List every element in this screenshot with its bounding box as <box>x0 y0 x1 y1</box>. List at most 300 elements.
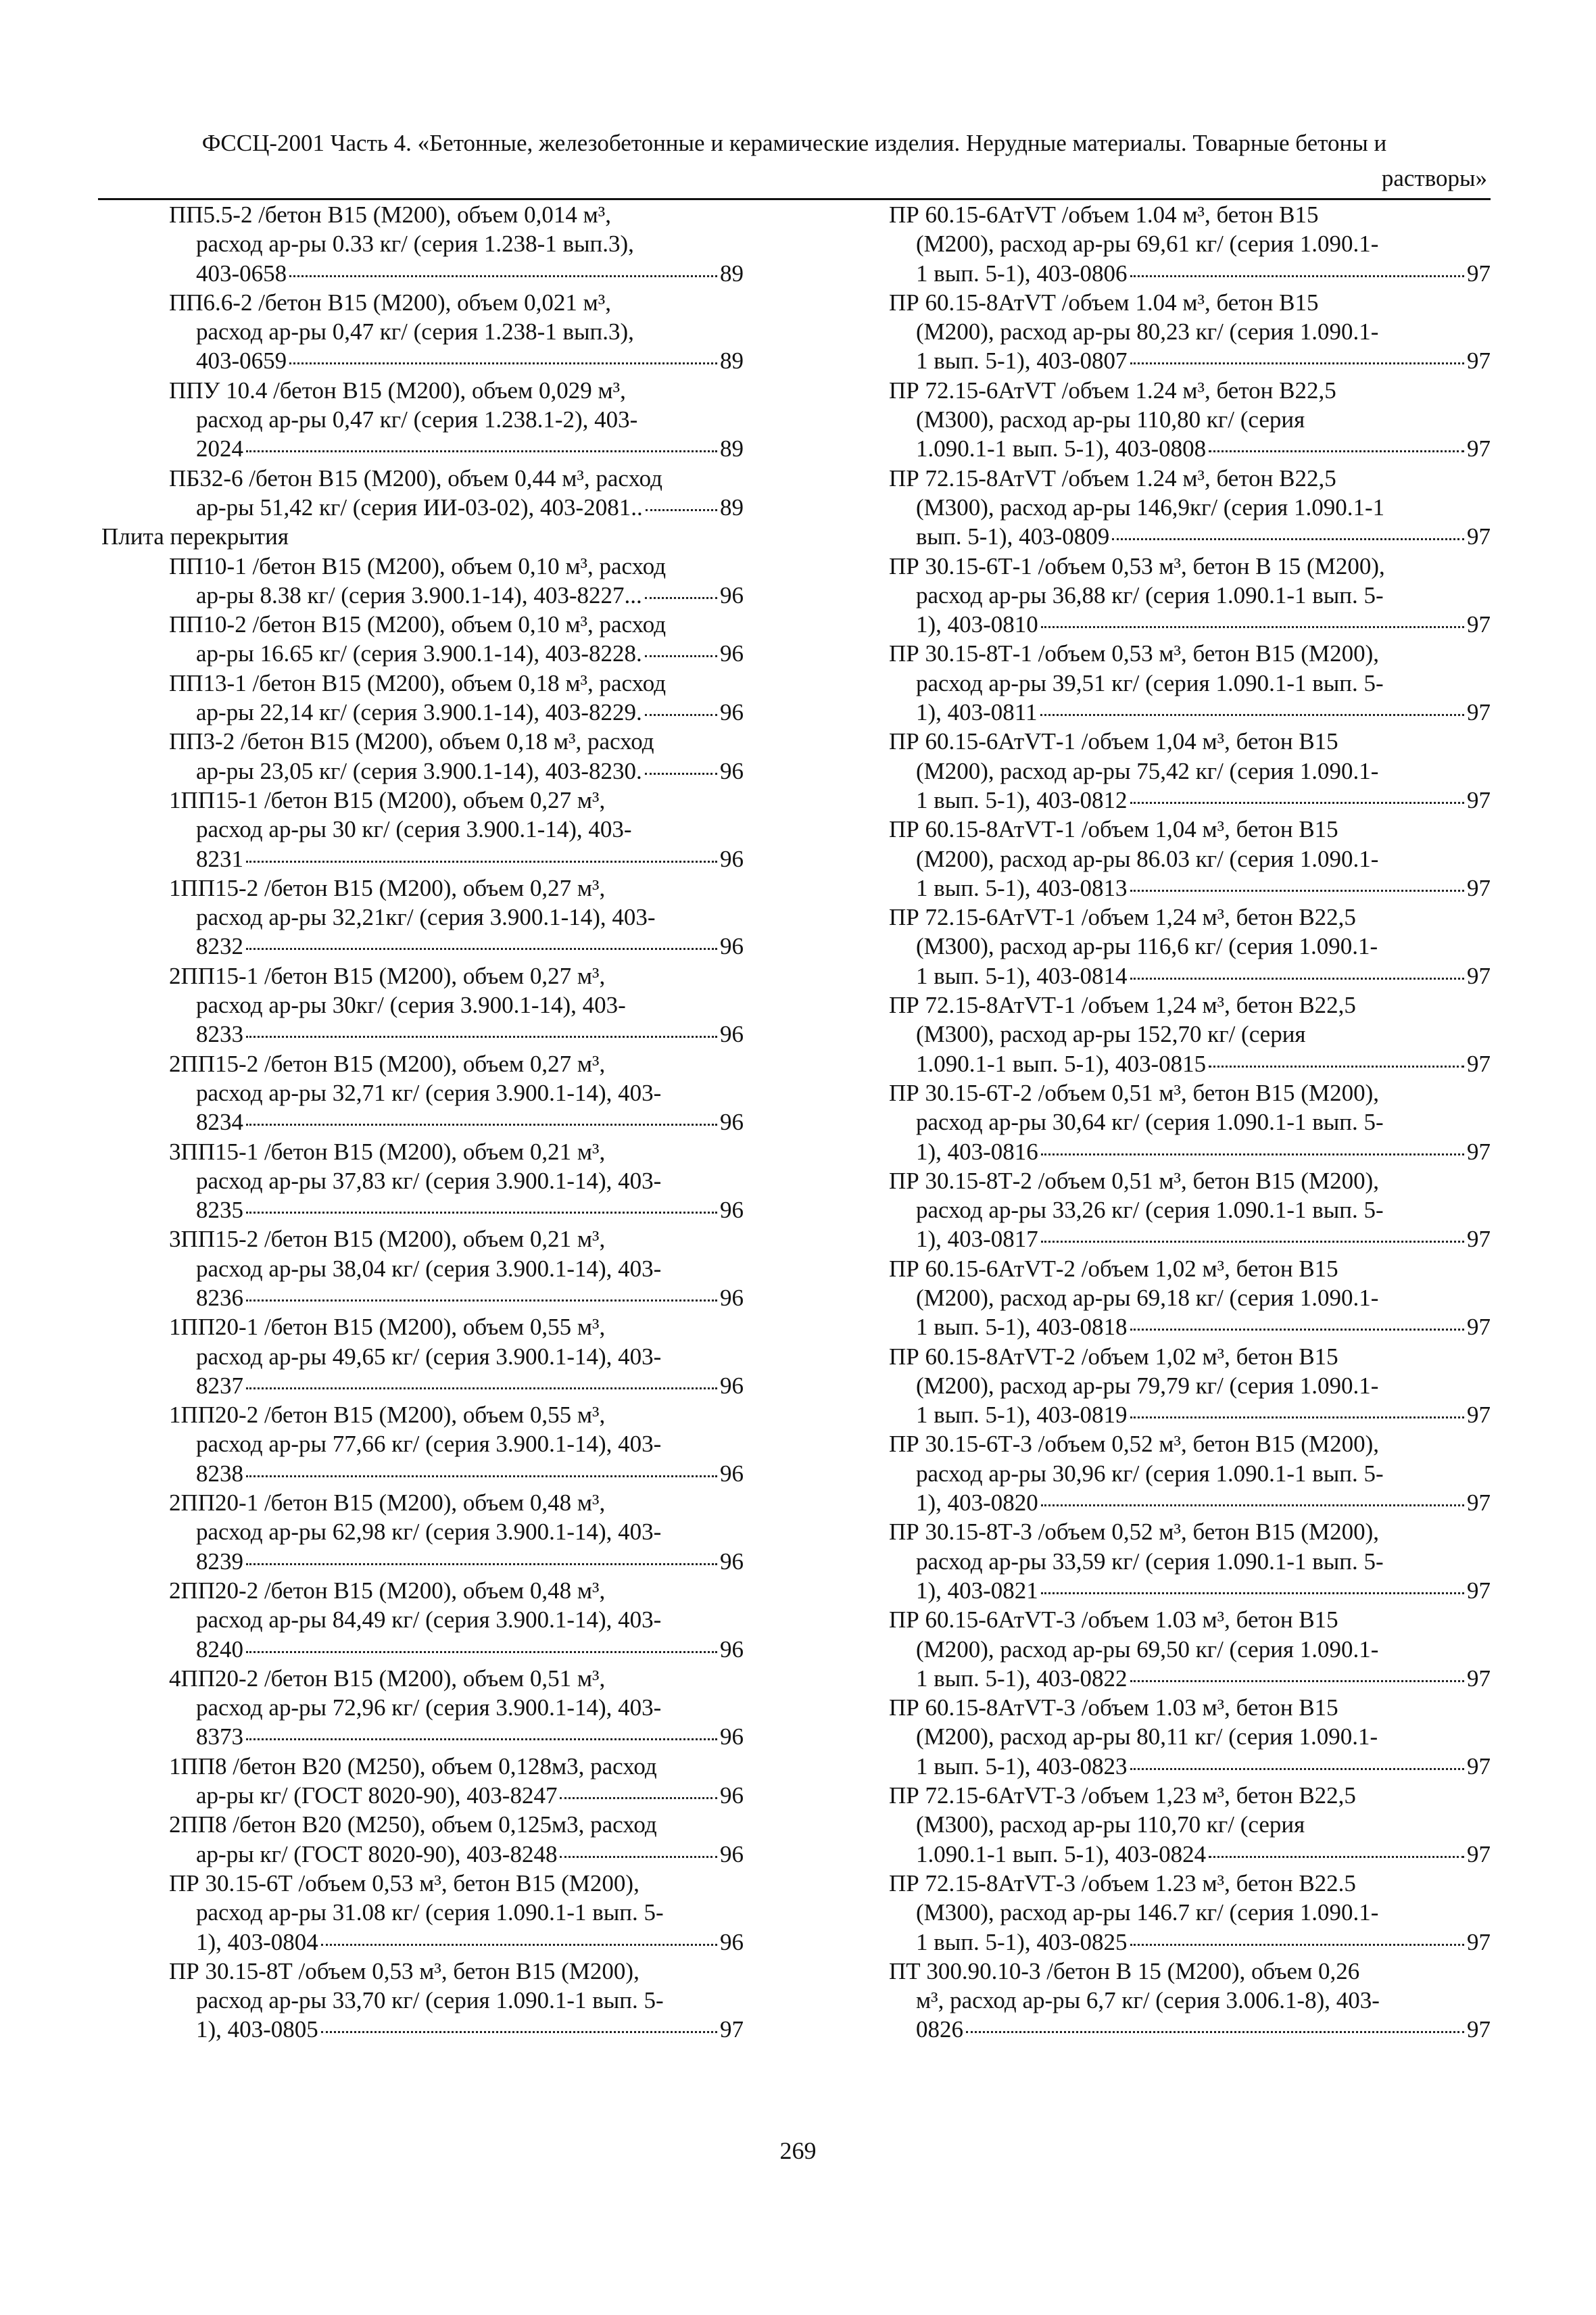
entry-line: 8240 <box>196 1636 243 1663</box>
dot-leader <box>645 773 717 775</box>
dot-leader <box>289 362 717 364</box>
entry-line: ар-ры 22,14 кг/ (серия 3.900.1-14), 403-8229. <box>196 699 642 726</box>
entry-page-ref: 96 <box>720 1372 744 1399</box>
dot-leader <box>1041 1504 1464 1506</box>
index-entry <box>889 464 1491 552</box>
entry-line: 0826 <box>916 2016 963 2043</box>
entry-line: 8239 <box>196 1548 243 1575</box>
dot-leader <box>966 2031 1464 2033</box>
index-entry <box>101 552 744 611</box>
entry-line: 2ПП20-1 /бетон В15 (М200), объем 0,48 м³, <box>169 1489 606 1517</box>
entry-line: ПП10-2 /бетон В15 (М200), объем 0,10 м³, расход <box>169 611 667 638</box>
entry-page-ref: 96 <box>720 1460 744 1487</box>
entry-line: 3ПП15-2 /бетон В15 (М200), объем 0,21 м³, <box>169 1226 606 1253</box>
entry-leader-line <box>101 1547 744 1576</box>
entry-line: расход ар-ры 33,26 кг/ (серия 1.090.1-1 вып. 5- <box>916 1197 1384 1224</box>
entry-line: ПР 72.15-8АтVТ /объем 1.24 м³, бетон В22,5 <box>889 464 1336 492</box>
entry-leader-line <box>101 2015 744 2044</box>
entry-leader-line <box>889 1137 1491 1166</box>
index-entry <box>889 1166 1491 1254</box>
entry-leader-line <box>101 1459 744 1488</box>
entry-page-ref: 96 <box>720 1109 744 1136</box>
entry-leader-line <box>101 1195 744 1224</box>
entry-line: ПР 60.15-8АтVТ-2 /объем 1,02 м³, бетон В15 <box>889 1343 1338 1370</box>
entry-page-ref: 96 <box>720 845 744 872</box>
index-entry <box>101 1752 744 1811</box>
dot-leader <box>1130 1768 1465 1770</box>
page-header <box>101 126 1487 196</box>
index-entry <box>889 991 1491 1078</box>
index-entry <box>889 200 1491 288</box>
entry-line: расход ар-ры 84,49 кг/ (серия 3.900.1-14), 403- <box>196 1606 662 1633</box>
entry-line: 1), 403-0804 <box>196 1928 318 1955</box>
entry-leader-line <box>101 1722 744 1751</box>
entry-line: 4ПП20-2 /бетон В15 (М200), объем 0,51 м³, <box>169 1665 606 1692</box>
entry-line: (М200), расход ар-ры 80,23 кг/ (серия 1.090.1- <box>916 318 1379 345</box>
entry-page-ref: 97 <box>1467 1226 1491 1253</box>
entry-line: ПР 30.15-6Т-2 /объем 0,51 м³, бетон В15 (М200), <box>889 1079 1379 1106</box>
dot-leader <box>246 1563 717 1565</box>
entry-line: ПП6.6-2 /бетон В15 (М200), объем 0,021 м³, <box>169 289 612 316</box>
index-entry <box>101 1049 744 1137</box>
entry-line: ПР 30.15-8Т-3 /объем 0,52 м³, бетон В15 (М200), <box>889 1519 1379 1546</box>
entry-line: 8232 <box>196 933 243 960</box>
entry-line: ПР 72.15-6АтVТ /объем 1.24 м³, бетон В22,5 <box>889 377 1336 404</box>
entry-leader-line <box>101 346 744 375</box>
entry-page-ref: 97 <box>1467 1928 1491 1955</box>
index-entry <box>101 874 744 961</box>
entry-line: ПР 72.15-6АтVТ-1 /объем 1,24 м³, бетон В22,5 <box>889 904 1356 931</box>
entry-line: расход ар-ры 32,21кг/ (серия 3.900.1-14), 403- <box>196 904 656 931</box>
entry-line: (М300), расход ар-ры 110,70 кг/ (серия <box>916 1811 1305 1838</box>
entry-line: 1ПП15-2 /бетон В15 (М200), объем 0,27 м³, <box>169 874 606 901</box>
entry-line: расход ар-ры 30,96 кг/ (серия 1.090.1-1 вып. 5- <box>916 1460 1384 1487</box>
entry-line: (М300), расход ар-ры 146,9кг/ (серия 1.090.1-1 <box>916 494 1385 521</box>
entry-line: 1.090.1-1 вып. 5-1), 403-0824 <box>916 1840 1207 1867</box>
entry-page-ref: 97 <box>1467 962 1491 989</box>
header-title-line1: ФССЦ-2001 Часть 4. «Бетонные, железобетонные и керамические изделия. Нерудные материалы. Товарные бетоны и <box>201 130 1387 156</box>
dot-leader <box>1130 362 1465 364</box>
entry-line: (М300), расход ар-ры 116,6 кг/ (серия 1.090.1- <box>916 933 1378 960</box>
entry-leader-line <box>889 1576 1491 1605</box>
entry-page-ref: 97 <box>1467 786 1491 813</box>
entry-page-ref: 97 <box>720 2016 744 2043</box>
index-entry <box>101 288 744 376</box>
index-entry <box>889 639 1491 727</box>
entry-page-ref: 89 <box>720 435 744 462</box>
entry-line: ПР 72.15-6АтVТ-3 /объем 1,23 м³, бетон В22,5 <box>889 1782 1356 1809</box>
entry-line: (М200), расход ар-ры 75,42 кг/ (серия 1.090.1- <box>916 757 1379 784</box>
entry-page-ref: 96 <box>720 1197 744 1224</box>
entry-line: 1.090.1-1 вып. 5-1), 403-0815 <box>916 1050 1207 1077</box>
entry-line: (М200), расход ар-ры 69,61 кг/ (серия 1.090.1- <box>916 231 1379 258</box>
entry-leader-line <box>889 1928 1491 1957</box>
entry-leader-line <box>889 1752 1491 1781</box>
index-entry <box>889 815 1491 903</box>
entry-page-ref: 96 <box>720 1723 744 1750</box>
entry-line: 8373 <box>196 1723 243 1750</box>
entry-page-ref: 96 <box>720 1548 744 1575</box>
entry-leader-line <box>101 581 744 610</box>
entry-line: расход ар-ры 38,04 кг/ (серия 3.900.1-14), 403- <box>196 1255 662 1282</box>
entry-line: расход ар-ры 33,70 кг/ (серия 1.090.1-1 вып. 5- <box>196 1987 664 2014</box>
entry-line: расход ар-ры 62,98 кг/ (серия 3.900.1-14), 403- <box>196 1519 662 1546</box>
entry-leader-line <box>101 259 744 288</box>
entry-leader-line <box>889 874 1491 903</box>
index-entry <box>101 1312 744 1400</box>
entry-line: ар-ры 23,05 кг/ (серия 3.900.1-14), 403-8230. <box>196 757 642 784</box>
entry-leader-line <box>101 1928 744 1957</box>
index-entry <box>889 1957 1491 2045</box>
dot-leader <box>645 714 717 716</box>
dot-leader <box>560 1856 717 1858</box>
index-entry <box>101 1137 744 1225</box>
entry-leader-line <box>101 1371 744 1400</box>
entry-line: ПР 60.15-6АтVТ /объем 1.04 м³, бетон В15 <box>889 201 1319 228</box>
entry-line: 1 вып. 5-1), 403-0814 <box>916 962 1128 989</box>
entry-line: ар-ры 16.65 кг/ (серия 3.900.1-14), 403-8228. <box>196 640 642 667</box>
entry-line: ПР 60.15-8АтVТ-1 /объем 1,04 м³, бетон В15 <box>889 816 1338 843</box>
entry-line: ар-ры кг/ (ГОСТ 8020-90), 403-8248 <box>196 1840 558 1867</box>
dot-leader <box>1130 1329 1465 1331</box>
dot-leader <box>1130 1944 1465 1946</box>
entry-line: ПР 72.15-8АтVТ-1 /объем 1,24 м³, бетон В22,5 <box>889 992 1356 1019</box>
dot-leader <box>246 948 717 950</box>
entry-line: 1 вып. 5-1), 403-0812 <box>916 786 1128 813</box>
entry-line: расход ар-ры 0,47 кг/ (серия 1.238.1-2), 403- <box>196 406 638 433</box>
dot-leader <box>1209 1066 1464 1068</box>
entry-line: (М200), расход ар-ры 69,50 кг/ (серия 1.090.1- <box>916 1636 1379 1663</box>
entry-line: ПП3-2 /бетон В15 (М200), объем 0,18 м³, расход <box>169 728 654 755</box>
entry-line: (М200), расход ар-ры 79,79 кг/ (серия 1.090.1- <box>916 1372 1379 1399</box>
dot-leader <box>1209 450 1464 452</box>
index-entry <box>889 288 1491 376</box>
entry-page-ref: 96 <box>720 933 744 960</box>
index-entry <box>101 1869 744 1957</box>
entry-page-ref: 97 <box>1467 1402 1491 1429</box>
entry-line: 3ПП15-1 /бетон В15 (М200), объем 0,21 м³, <box>169 1138 606 1165</box>
index-entry <box>889 552 1491 640</box>
entry-line: ПР 30.15-6Т-1 /объем 0,53 м³, бетон В 15 (М200), <box>889 552 1385 579</box>
entry-line: ПР 72.15-8АтVТ-3 /объем 1.23 м³, бетон В22.5 <box>889 1869 1356 1896</box>
index-entry <box>889 1781 1491 1869</box>
dot-leader <box>246 1212 717 1214</box>
entry-line: ПП13-1 /бетон В15 (М200), объем 0,18 м³, расход <box>169 669 667 696</box>
entry-line: расход ар-ры 30,64 кг/ (серия 1.090.1-1 вып. 5- <box>916 1109 1384 1136</box>
entry-line: расход ар-ры 33,59 кг/ (серия 1.090.1-1 вып. 5- <box>916 1548 1384 1575</box>
dot-leader <box>321 2031 717 2033</box>
entry-line: 1ПП15-1 /бетон В15 (М200), объем 0,27 м³, <box>169 786 606 813</box>
entry-leader-line <box>101 932 744 961</box>
entry-line: 1), 403-0820 <box>916 1489 1038 1517</box>
entry-line: 1 вып. 5-1), 403-0819 <box>916 1402 1128 1429</box>
entry-leader-line <box>101 757 744 786</box>
entry-page-ref: 89 <box>720 494 744 521</box>
entry-page-ref: 96 <box>720 1840 744 1867</box>
entry-line: 1 вып. 5-1), 403-0822 <box>916 1665 1128 1692</box>
entry-page-ref: 96 <box>720 1021 744 1048</box>
index-entry <box>101 1957 744 2045</box>
entry-line: расход ар-ры 36,88 кг/ (серия 1.090.1-1 вып. 5- <box>916 581 1384 608</box>
index-entry <box>101 1488 744 1576</box>
dot-leader <box>1130 1416 1465 1418</box>
entry-leader-line <box>889 786 1491 815</box>
index-entry <box>101 669 744 727</box>
entry-leader-line <box>101 434 744 463</box>
entry-line: расход ар-ры 49,65 кг/ (серия 3.900.1-14), 403- <box>196 1343 662 1370</box>
dot-leader <box>289 275 717 277</box>
entry-line: 403-0659 <box>196 348 287 375</box>
dot-leader <box>1130 275 1465 277</box>
entry-line: ар-ры кг/ (ГОСТ 8020-90), 403-8247 <box>196 1782 558 1809</box>
entry-line: ППУ 10.4 /бетон В15 (М200), объем 0,029 м³, <box>169 377 626 404</box>
entry-page-ref: 97 <box>1467 1577 1491 1604</box>
entry-line: 2ПП8 /бетон В20 (М250), объем 0,125м3, расход <box>169 1811 657 1838</box>
dot-leader <box>246 1651 717 1653</box>
dot-leader <box>645 597 717 599</box>
entry-line: ПП5.5-2 /бетон В15 (М200), объем 0,014 м³, <box>169 201 612 228</box>
entry-line: расход ар-ры 32,71 кг/ (серия 3.900.1-14), 403- <box>196 1079 662 1106</box>
index-entry <box>889 1517 1491 1605</box>
entry-line: 1 вып. 5-1), 403-0813 <box>916 874 1128 901</box>
entry-leader-line <box>889 522 1491 551</box>
entry-line: (М300), расход ар-ры 152,70 кг/ (серия <box>916 1021 1306 1048</box>
entry-line: 8236 <box>196 1284 243 1311</box>
entry-line: 8237 <box>196 1372 243 1399</box>
entry-page-ref: 97 <box>1467 1314 1491 1341</box>
entry-line: 1ПП20-1 /бетон В15 (М200), объем 0,55 м³, <box>169 1314 606 1341</box>
entry-leader-line <box>101 639 744 668</box>
entry-leader-line <box>889 434 1491 463</box>
entry-leader-line <box>101 1635 744 1664</box>
entry-page-ref: 96 <box>720 640 744 667</box>
entry-leader-line <box>889 1840 1491 1869</box>
index-entry <box>889 727 1491 815</box>
dot-leader <box>1130 1680 1465 1682</box>
entry-line: ПР 60.15-8АтVТ-3 /объем 1.03 м³, бетон В15 <box>889 1694 1338 1721</box>
header-title-line2: растворы» <box>1381 165 1487 191</box>
entry-page-ref: 97 <box>1467 2016 1491 2043</box>
index-entry <box>889 903 1491 991</box>
dot-leader <box>1041 1592 1464 1594</box>
dot-leader <box>246 1124 717 1126</box>
page-number: 269 <box>779 2137 817 2164</box>
entry-page-ref: 89 <box>720 348 744 375</box>
dot-leader <box>560 1797 717 1799</box>
entry-line: 8233 <box>196 1021 243 1048</box>
entry-page-ref: 96 <box>720 1928 744 1955</box>
entry-line: 2ПП15-2 /бетон В15 (М200), объем 0,27 м³, <box>169 1050 606 1077</box>
entry-leader-line <box>101 1020 744 1049</box>
entry-page-ref: 96 <box>720 1782 744 1809</box>
entry-line: 8231 <box>196 845 243 872</box>
entry-line: 1 вып. 5-1), 403-0806 <box>916 260 1128 287</box>
entry-line: расход ар-ры 0,47 кг/ (серия 1.238-1 вып.3), <box>196 318 634 345</box>
entry-line: 1 вып. 5-1), 403-0825 <box>916 1928 1128 1955</box>
entry-line: расход ар-ры 30 кг/ (серия 3.900.1-14), 403- <box>196 816 632 843</box>
index-entry <box>101 786 744 874</box>
dot-leader <box>646 509 717 511</box>
dot-leader <box>1041 1153 1464 1155</box>
entry-line: 1), 403-0810 <box>916 611 1038 638</box>
dot-leader <box>1209 1856 1464 1858</box>
entry-line: 1ПП20-2 /бетон В15 (М200), объем 0,55 м³, <box>169 1402 606 1429</box>
entry-line: расход ар-ры 31.08 кг/ (серия 1.090.1-1 вып. 5- <box>196 1899 664 1926</box>
entry-leader-line <box>101 698 744 727</box>
dot-leader <box>1041 626 1464 628</box>
entry-leader-line <box>889 1400 1491 1429</box>
entry-page-ref: 97 <box>1467 260 1491 287</box>
entry-line: 8238 <box>196 1460 243 1487</box>
entry-page-ref: 89 <box>720 260 744 287</box>
entry-leader-line <box>889 346 1491 375</box>
entry-line: 2ПП15-1 /бетон В15 (М200), объем 0,27 м³, <box>169 962 606 989</box>
entry-line: ПР 60.15-8АтVТ /объем 1.04 м³, бетон В15 <box>889 289 1319 316</box>
entry-leader-line <box>889 1664 1491 1693</box>
entry-page-ref: 97 <box>1467 1138 1491 1165</box>
index-entry <box>101 610 744 669</box>
entry-leader-line <box>101 493 744 522</box>
entry-leader-line <box>889 698 1491 727</box>
dot-leader <box>246 1738 717 1740</box>
entry-line: ар-ры 8.38 кг/ (серия 3.900.1-14), 403-8227... <box>196 581 642 608</box>
index-entry <box>889 376 1491 464</box>
entry-line: (М200), расход ар-ры 69,18 кг/ (серия 1.090.1- <box>916 1284 1379 1311</box>
entry-line: 1 вып. 5-1), 403-0807 <box>916 348 1128 375</box>
entry-line: 1), 403-0811 <box>916 699 1038 726</box>
entry-page-ref: 96 <box>720 1284 744 1311</box>
entry-line: ПР 30.15-8Т-1 /объем 0,53 м³, бетон В15 (М200), <box>889 640 1379 667</box>
entry-leader-line <box>889 610 1491 639</box>
entry-line: (М300), расход ар-ры 110,80 кг/ (серия <box>916 406 1305 433</box>
index-entry <box>101 200 744 288</box>
index-entry <box>889 1605 1491 1693</box>
entry-line: 1), 403-0821 <box>916 1577 1038 1604</box>
entry-line: 8235 <box>196 1197 243 1224</box>
dot-leader <box>1041 1241 1464 1243</box>
entry-leader-line <box>889 1312 1491 1341</box>
dot-leader <box>246 450 717 452</box>
entry-leader-line <box>889 1488 1491 1517</box>
entry-line: (М200), расход ар-ры 86.03 кг/ (серия 1.090.1- <box>916 845 1379 872</box>
dot-leader <box>1130 890 1465 892</box>
entry-line: 2024 <box>196 435 243 462</box>
entry-line: 8234 <box>196 1109 243 1136</box>
entry-line: расход ар-ры 37,83 кг/ (серия 3.900.1-14), 403- <box>196 1167 662 1194</box>
index-entry <box>101 961 744 1049</box>
entry-page-ref: 96 <box>720 581 744 608</box>
entry-line: ПР 30.15-8Т /объем 0,53 м³, бетон В15 (М200), <box>169 1957 639 1984</box>
index-entry <box>889 1254 1491 1342</box>
dot-leader <box>1130 978 1465 980</box>
index-entry <box>101 1810 744 1869</box>
index-entry <box>889 1342 1491 1430</box>
entry-line: 1 вып. 5-1), 403-0818 <box>916 1314 1128 1341</box>
dot-leader <box>246 1299 717 1302</box>
entry-line: ПБ32-6 /бетон В15 (М200), объем 0,44 м³, расход <box>169 464 662 492</box>
entry-line: 1), 403-0805 <box>196 2016 318 2043</box>
entry-page-ref: 97 <box>1467 699 1491 726</box>
index-entry <box>101 376 744 464</box>
entry-leader-line <box>101 1781 744 1810</box>
index-entry <box>101 1576 744 1664</box>
index-entry <box>889 1693 1491 1781</box>
entry-leader-line <box>889 259 1491 288</box>
index-entry <box>101 727 744 786</box>
right-column <box>889 200 1491 2045</box>
entry-line: м³, расход ар-ры 6,7 кг/ (серия 3.006.1-8), 403- <box>916 1987 1380 2014</box>
entry-line: вып. 5-1), 403-0809 <box>916 523 1110 550</box>
entry-leader-line <box>889 2015 1491 2044</box>
index-entry <box>889 1869 1491 1957</box>
dot-leader <box>246 1387 717 1389</box>
dot-leader <box>1040 714 1464 716</box>
entry-page-ref: 97 <box>1467 1050 1491 1077</box>
entry-leader-line <box>101 1107 744 1137</box>
dot-leader <box>321 1944 717 1946</box>
entry-page-ref: 97 <box>1467 1840 1491 1867</box>
entry-page-ref: 96 <box>720 699 744 726</box>
index-entry <box>101 1224 744 1312</box>
entry-line: расход ар-ры 39,51 кг/ (серия 1.090.1-1 вып. 5- <box>916 669 1384 696</box>
dot-leader <box>1112 538 1464 540</box>
entry-leader-line <box>889 1224 1491 1254</box>
index-entry <box>101 464 744 523</box>
entry-page-ref: 97 <box>1467 348 1491 375</box>
entry-page-ref: 97 <box>1467 1665 1491 1692</box>
entry-leader-line <box>101 1283 744 1312</box>
dot-leader <box>246 1475 717 1477</box>
entry-line: ПР 60.15-6АтVТ-2 /объем 1,02 м³, бетон В15 <box>889 1255 1338 1282</box>
entry-page-ref: 97 <box>1467 435 1491 462</box>
entry-page-ref: 97 <box>1467 1752 1491 1780</box>
entry-line: 1ПП8 /бетон В20 (М250), объем 0,128м3, расход <box>169 1752 657 1780</box>
entry-line: расход ар-ры 0.33 кг/ (серия 1.238-1 вып.3), <box>196 231 634 258</box>
entry-line: расход ар-ры 72,96 кг/ (серия 3.900.1-14), 403- <box>196 1694 662 1721</box>
entry-line: 2ПП20-2 /бетон В15 (М200), объем 0,48 м³, <box>169 1577 606 1604</box>
entry-line: ПР 30.15-8Т-2 /объем 0,51 м³, бетон В15 (М200), <box>889 1167 1379 1194</box>
entry-line: 403-0658 <box>196 260 287 287</box>
dot-leader <box>1130 802 1465 804</box>
index-entry <box>101 1664 744 1752</box>
entry-page-ref: 96 <box>720 757 744 784</box>
section-heading: Плита перекрытия <box>101 523 289 550</box>
left-column <box>101 200 744 2045</box>
index-entry <box>889 1078 1491 1166</box>
entry-line: ПР 30.15-6Т-3 /объем 0,52 м³, бетон В15 (М200), <box>889 1431 1379 1458</box>
entry-leader-line <box>101 1840 744 1869</box>
entry-line: 1), 403-0817 <box>916 1226 1038 1253</box>
dot-leader <box>246 1036 717 1038</box>
entry-leader-line <box>101 844 744 874</box>
entry-line: (М200), расход ар-ры 80,11 кг/ (серия 1.090.1- <box>916 1723 1378 1750</box>
entry-line: ПР 60.15-6АтVТ-3 /объем 1.03 м³, бетон В15 <box>889 1606 1338 1633</box>
entry-leader-line <box>889 961 1491 991</box>
entry-line: расход ар-ры 77,66 кг/ (серия 3.900.1-14), 403- <box>196 1431 662 1458</box>
dot-leader <box>645 655 717 657</box>
entry-line: (М300), расход ар-ры 146.7 кг/ (серия 1.090.1- <box>916 1899 1379 1926</box>
entry-page-ref: 97 <box>1467 611 1491 638</box>
index-entry <box>889 1429 1491 1517</box>
dot-leader <box>246 861 717 863</box>
entry-page-ref: 97 <box>1467 874 1491 901</box>
entry-line: расход ар-ры 30кг/ (серия 3.900.1-14), 403- <box>196 992 626 1019</box>
entry-line: ПП10-1 /бетон В15 (М200), объем 0,10 м³, расход <box>169 552 667 579</box>
entry-line: 1), 403-0816 <box>916 1138 1038 1165</box>
entry-leader-line <box>889 1049 1491 1078</box>
entry-line: ПТ 300.90.10-3 /бетон В 15 (М200), объем 0,26 <box>889 1957 1360 1984</box>
entry-line: 1 вып. 5-1), 403-0823 <box>916 1752 1128 1780</box>
